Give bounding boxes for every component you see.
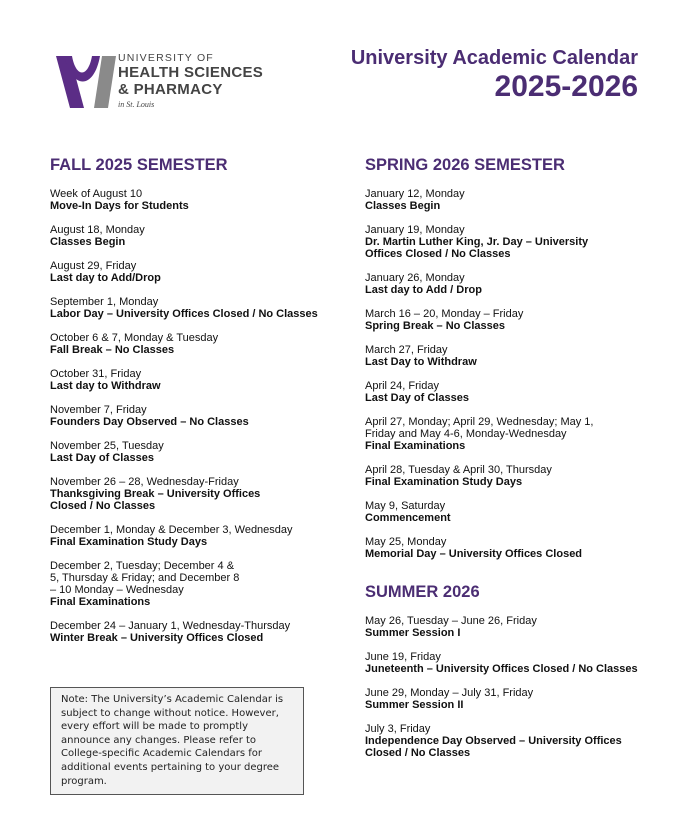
entry-date: December 2, Tuesday; December 4 & 5, Thursday & Friday; and December 8 – 10 Monday – Wednesday: [50, 560, 240, 596]
entry-event: Juneteenth – University Offices Closed / No Classes: [365, 663, 638, 675]
entry-event: Commencement: [365, 512, 451, 524]
entry-date: November 7, Friday: [50, 404, 147, 416]
page-title: University Academic Calendar: [350, 47, 638, 69]
entry-date: April 28, Tuesday & April 30, Thursday: [365, 464, 552, 476]
calendar-entry: [50, 368, 350, 392]
calendar-entry: [50, 296, 350, 320]
entry-date: June 29, Monday – July 31, Friday: [365, 687, 534, 699]
calendar-entry: [365, 344, 665, 368]
entry-date: September 1, Monday: [50, 296, 159, 308]
entry-event: Founders Day Observed – No Classes: [50, 416, 249, 428]
calendar-entry: [50, 224, 350, 248]
entry-date: March 16 – 20, Monday – Friday: [365, 308, 524, 320]
entry-date: December 24 – January 1, Wednesday-Thursday: [50, 620, 291, 632]
entry-event: Labor Day – University Offices Closed / No Classes: [50, 308, 318, 320]
entry-date: January 19, Monday: [365, 224, 465, 236]
entry-event: Final Examinations: [365, 440, 466, 452]
entry-date: May 26, Tuesday – June 26, Friday: [365, 615, 537, 627]
calendar-entry: [365, 651, 665, 675]
entry-date: December 1, Monday & December 3, Wednesday: [50, 524, 293, 536]
entry-event: Summer Session I: [365, 627, 461, 639]
entry-date: April 27, Monday; April 29, Wednesday; May 1, Friday and May 4-6, Monday-Wednesday: [365, 416, 594, 440]
entry-event: Final Examinations: [50, 596, 151, 608]
logo-wordmark: [118, 52, 263, 109]
entry-date: May 9, Saturday: [365, 500, 446, 512]
spring-heading: SPRING 2026 SEMESTER: [365, 156, 565, 174]
entry-date: August 18, Monday: [50, 224, 145, 236]
entry-event: Last Day to Withdraw: [365, 356, 477, 368]
entry-date: April 24, Friday: [365, 380, 439, 392]
calendar-entry: [365, 536, 665, 560]
calendar-entry: [365, 723, 627, 759]
calendar-entry: [50, 404, 350, 428]
entry-event: Thanksgiving Break – University Offices Closed / No Classes: [50, 488, 261, 512]
entry-event: Fall Break – No Classes: [50, 344, 175, 356]
calendar-entry: [50, 188, 350, 212]
logo-line-1: UNIVERSITY OF: [118, 52, 214, 64]
entry-date: January 12, Monday: [365, 188, 465, 200]
entry-event: Winter Break – University Offices Closed: [50, 632, 264, 644]
calendar-entry: [50, 620, 350, 644]
calendar-entry: [50, 560, 245, 608]
entry-event: Last Day of Classes: [50, 452, 154, 464]
entry-event: Last day to Withdraw: [50, 380, 161, 392]
calendar-entry: [365, 308, 665, 332]
entry-date: November 26 – 28, Wednesday-Friday: [50, 476, 239, 488]
entry-event: Move-In Days for Students: [50, 200, 189, 212]
entry-date: Week of August 10: [50, 188, 143, 200]
entry-event: Final Examination Study Days: [50, 536, 208, 548]
calendar-entry: [365, 224, 625, 260]
page-year: 2025-2026: [494, 70, 638, 103]
calendar-entry: [365, 272, 665, 296]
entry-date: October 31, Friday: [50, 368, 142, 380]
calendar-entry: [50, 260, 350, 284]
calendar-entry: [50, 332, 350, 356]
entry-date: October 6 & 7, Monday & Tuesday: [50, 332, 219, 344]
spring-summer-column: [365, 155, 665, 771]
entry-event: Last day to Add/Drop: [50, 272, 161, 284]
calendar-entry: [365, 416, 627, 452]
fall-heading: FALL 2025 SEMESTER: [50, 156, 228, 174]
disclaimer-note: Note: The University’s Academic Calendar is subject to change without notice. However, every effort will be made to promptly announce any changes. Please refer to College-specific Academic Calendars for additional events pertaining to your degree program.: [50, 687, 304, 795]
entry-event: Classes Begin: [50, 236, 126, 248]
calendar-entry: [365, 188, 665, 212]
calendar-entry: [365, 380, 665, 404]
summer-heading: SUMMER 2026: [365, 583, 480, 601]
entry-date: August 29, Friday: [50, 260, 137, 272]
calendar-entry: [365, 687, 665, 711]
logo-line-2: HEALTH SCIENCES: [118, 64, 264, 81]
fall-column: [50, 155, 350, 656]
entry-event: Last Day of Classes: [365, 392, 469, 404]
calendar-entry: [365, 500, 665, 524]
entry-date: January 26, Monday: [365, 272, 465, 284]
entry-event: Dr. Martin Luther King, Jr. Day – University Offices Closed / No Classes: [365, 236, 589, 260]
entry-date: June 19, Friday: [365, 651, 441, 663]
entry-event: Summer Session II: [365, 699, 464, 711]
calendar-entry: [50, 476, 300, 512]
logo-line-4: in St. Louis: [118, 100, 155, 109]
entry-event: Classes Begin: [365, 200, 441, 212]
calendar-entry: [50, 524, 350, 548]
calendar-entry: [365, 464, 665, 488]
entry-event: Final Examination Study Days: [365, 476, 523, 488]
entry-date: March 27, Friday: [365, 344, 448, 356]
entry-date: May 25, Monday: [365, 536, 447, 548]
entry-event: Independence Day Observed – University Offices Closed / No Classes: [365, 735, 622, 759]
calendar-entry: [365, 615, 665, 639]
entry-event: Last day to Add / Drop: [365, 284, 482, 296]
calendar-entry: [50, 440, 350, 464]
entry-date: July 3, Friday: [365, 723, 431, 735]
entry-event: Spring Break – No Classes: [365, 320, 506, 332]
entry-event: Memorial Day – University Offices Closed: [365, 548, 583, 560]
logo-line-3: & PHARMACY: [118, 81, 223, 98]
entry-date: November 25, Tuesday: [50, 440, 164, 452]
